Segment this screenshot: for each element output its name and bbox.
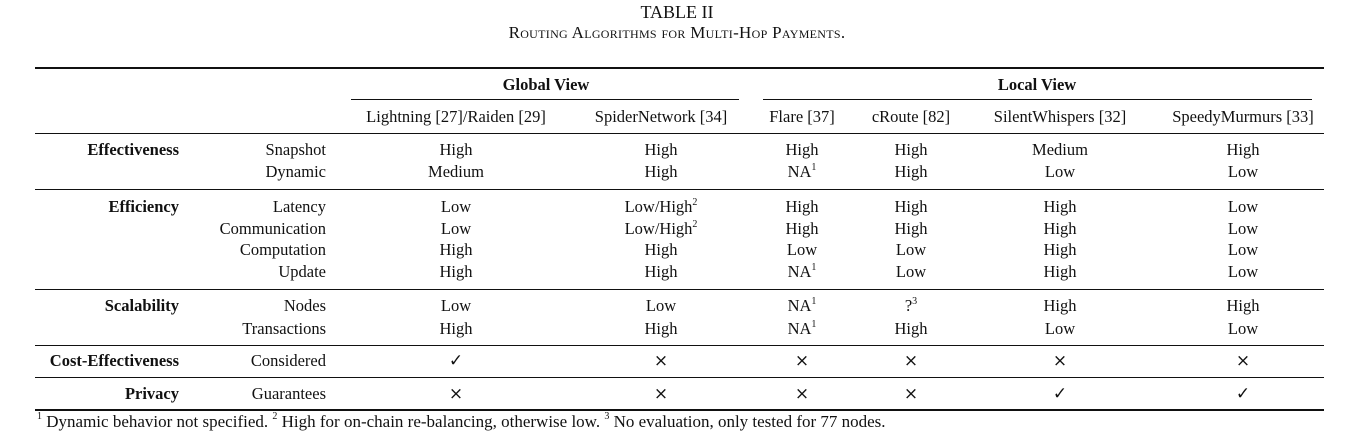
metric-update: Update (278, 262, 326, 281)
table-cell: High (1043, 197, 1077, 216)
cross-mark-icon: × (794, 351, 810, 371)
group-local-view: Local View (997, 75, 1077, 94)
cross-mark-icon: × (903, 384, 919, 404)
header-rule (35, 133, 1324, 134)
col-header-spidernetwork: SpiderNetwork [34] (594, 107, 728, 126)
table-cell: Low (1227, 219, 1259, 238)
table-cell: High (785, 140, 819, 159)
table-cell: Low (1044, 162, 1076, 181)
metric-snapshot: Snapshot (265, 140, 326, 159)
col-header-croute: cRoute [82] (871, 107, 951, 126)
table-cell: Low (1044, 319, 1076, 338)
table-cell: High (894, 219, 928, 238)
footnote-2: High for on-chain re-balancing, otherwise low. (281, 412, 601, 431)
table-cell: $NA^1$ (787, 295, 817, 315)
table-caption: Routing Algorithms for Multi-Hop Payments. (508, 23, 846, 42)
check-mark-icon: ✓ (448, 351, 464, 371)
table-cell: Low (1227, 240, 1259, 259)
table-cell: High (785, 197, 819, 216)
cross-mark-icon: × (794, 384, 810, 404)
table-cell: High (1043, 296, 1077, 315)
metric-latency: Latency (272, 197, 326, 216)
table-cell: High (894, 197, 928, 216)
category-effectiveness: Effectiveness (87, 140, 179, 159)
table-cell: High (1226, 296, 1260, 315)
table-cell: High (1043, 219, 1077, 238)
table-cell: High (644, 240, 678, 259)
table-cell: High (1226, 140, 1260, 159)
table-cell: High (644, 319, 678, 338)
table-cell: High (439, 240, 473, 259)
table-cell: Medium (428, 162, 484, 181)
metric-nodes: Nodes (283, 296, 326, 315)
col-header-flare: Flare [37] (769, 107, 835, 126)
table-cell: Low/High$^2$ (624, 218, 698, 238)
cross-mark-icon: × (903, 351, 919, 371)
table-cell: $NA^1$ (787, 261, 817, 281)
table-cell: High (439, 319, 473, 338)
cross-mark-icon: × (1052, 351, 1068, 371)
category-efficiency: Efficiency (108, 197, 179, 216)
category-scalability: Scalability (104, 296, 179, 315)
col-header-silentwhispers: SilentWhispers [32] (993, 107, 1127, 126)
cross-mark-icon: × (1235, 351, 1251, 371)
metric-dynamic: Dynamic (265, 162, 326, 181)
table-cell: Low (645, 296, 677, 315)
table-cell: Low (440, 296, 472, 315)
table-cell: High (644, 140, 678, 159)
metric-computation: Computation (239, 240, 326, 259)
table-cell: High (644, 162, 678, 181)
bottom-rule (35, 409, 1324, 411)
metric-considered: Considered (250, 351, 326, 370)
table-cell: High (894, 140, 928, 159)
metric-guarantees: Guarantees (251, 384, 326, 403)
footnote-1: Dynamic behavior not specified. (46, 412, 269, 431)
category-privacy: Privacy (124, 384, 179, 403)
table-cell: Low (440, 219, 472, 238)
table-cell: High (1043, 240, 1077, 259)
table-number: TABLE II (640, 2, 714, 22)
table-cell: High (894, 162, 928, 181)
table-cell: Low (786, 240, 818, 259)
check-mark-icon: ✓ (1235, 384, 1251, 404)
table-cell: Low (1227, 197, 1259, 216)
category-cost-effectiveness: Cost-Effectiveness (49, 351, 179, 370)
table-cell: $NA^1$ (787, 161, 817, 181)
col-header-lightning: Lightning [27]/Raiden [29] (366, 107, 546, 126)
table-cell: Low (1227, 262, 1259, 281)
group-global-view: Global View (502, 75, 590, 94)
table-cell: $NA^1$ (787, 318, 817, 338)
table-cell: High (1043, 262, 1077, 281)
section-rule (35, 377, 1324, 378)
col-header-speedymurmurs: SpeedyMurmurs [33] (1172, 107, 1314, 126)
cross-mark-icon: × (653, 351, 669, 371)
table-cell: Low (895, 262, 927, 281)
table-cell: High (644, 262, 678, 281)
check-mark-icon: ✓ (1052, 384, 1068, 404)
table-cell: Low/High$^2$ (624, 196, 698, 216)
table-cell: High (785, 219, 819, 238)
section-rule (35, 189, 1324, 190)
top-rule (35, 67, 1324, 69)
metric-communication: Communication (219, 219, 326, 238)
section-rule (35, 345, 1324, 346)
global-view-rule (351, 99, 739, 100)
table-cell: High (439, 262, 473, 281)
cross-mark-icon: × (448, 384, 464, 404)
table-cell: Low (895, 240, 927, 259)
table-cell: ?$^3$ (904, 295, 918, 315)
table-cell: High (894, 319, 928, 338)
table-cell: Low (1227, 162, 1259, 181)
table-cell: Low (1227, 319, 1259, 338)
cross-mark-icon: × (653, 384, 669, 404)
table-cell: Medium (1032, 140, 1088, 159)
local-view-rule (763, 99, 1312, 100)
section-rule (35, 289, 1324, 290)
table-cell: Low (440, 197, 472, 216)
footnote-3: No evaluation, only tested for 77 nodes. (613, 412, 886, 431)
table-cell: High (439, 140, 473, 159)
table-footnotes: $^1$ Dynamic behavior not specified. $^2$ High for on-chain re-balancing, otherwise low. $^3$ No evaluation, only tested for 77 nodes. (37, 411, 886, 431)
metric-transactions: Transactions (242, 319, 326, 338)
